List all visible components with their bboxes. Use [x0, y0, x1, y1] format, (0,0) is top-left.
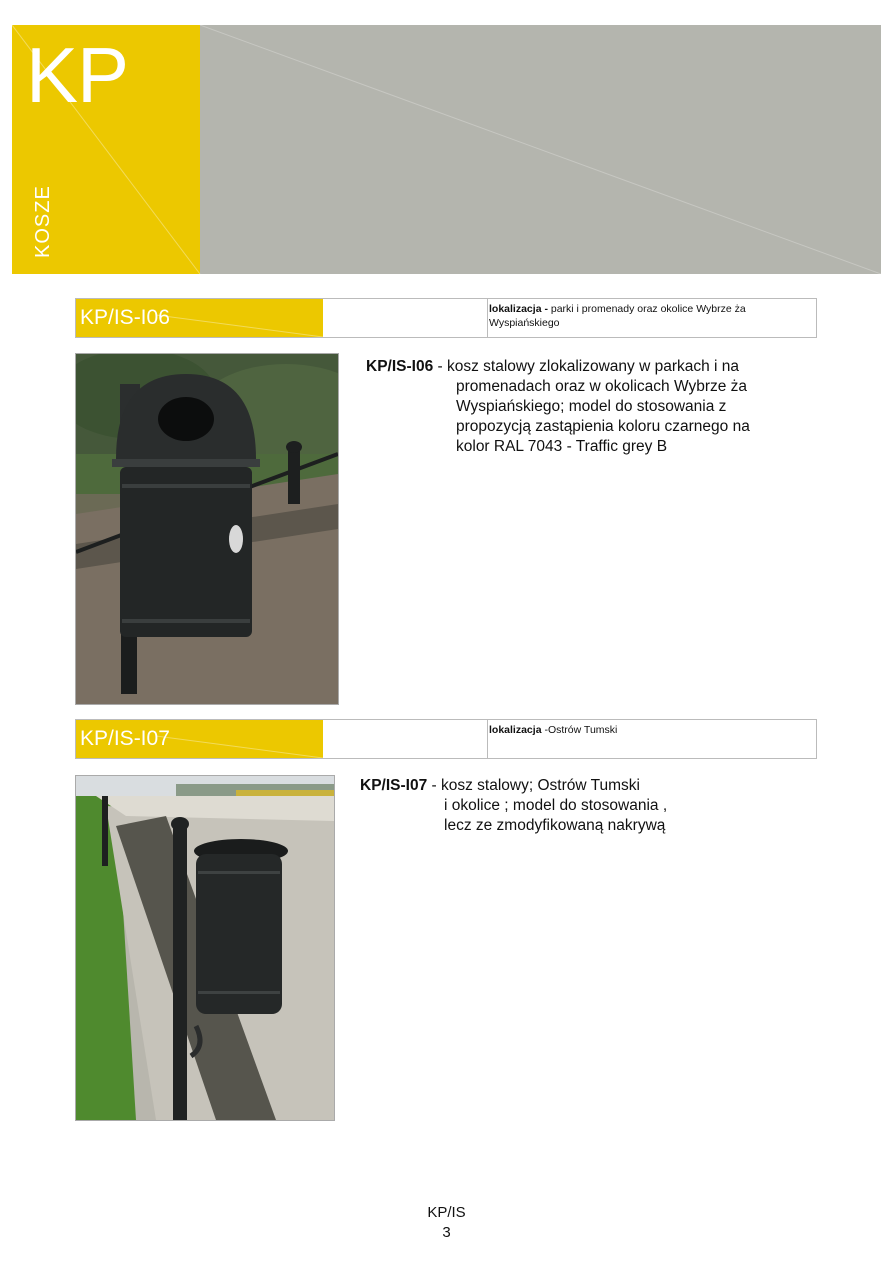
- desc-line: kolor RAL 7043 - Traffic grey B: [456, 438, 668, 455]
- header-diagonal-lines: [12, 25, 881, 274]
- location-text: parki i promenady oraz okolice Wybrze ża Wyspiańskiego: [489, 303, 746, 329]
- bin-photo: [75, 353, 339, 705]
- desc-line: promenadach oraz w okolicach Wybrze ża: [456, 378, 748, 395]
- empty-cell: [323, 720, 488, 758]
- item-code: KP/IS-I06: [80, 306, 170, 329]
- bin-photo-illustration: [76, 354, 338, 704]
- item-description: [360, 776, 667, 836]
- desc-line: i okolice ; model do stosowania ,: [444, 797, 668, 814]
- item-header-row: [75, 719, 817, 759]
- item-description: [366, 357, 750, 457]
- desc-code: KP/IS-I07: [360, 777, 428, 794]
- desc-line: - kosz stalowy zlokalizowany w parkach i na: [437, 358, 740, 375]
- section-title: KOSZE: [32, 185, 54, 258]
- item-code: KP/IS-I07: [80, 727, 170, 750]
- item-code-cell: [76, 720, 323, 758]
- desc-line: - kosz stalowy; Ostrów Tumski: [431, 777, 640, 794]
- bin-photo: [75, 775, 335, 1121]
- empty-cell: [323, 299, 488, 337]
- footer-code: KP/IS: [427, 1204, 466, 1221]
- location-cell: [489, 302, 809, 330]
- section-code: KP: [26, 31, 129, 119]
- location-label: lokalizacja: [489, 724, 542, 736]
- desc-line: Wyspiańskiego; model do stosowania z: [456, 398, 727, 415]
- desc-line: propozycją zastąpienia koloru czarnego na: [456, 418, 750, 435]
- desc-code: KP/IS-I06: [366, 358, 434, 375]
- desc-line: lecz ze zmodyfikowaną nakrywą: [444, 817, 666, 834]
- page-number: 3: [442, 1224, 451, 1241]
- bin-photo-illustration: [76, 776, 334, 1120]
- item-code-cell: [76, 299, 323, 337]
- location-cell: [489, 723, 809, 737]
- item-header-row: [75, 298, 817, 338]
- location-text: -Ostrów Tumski: [541, 724, 618, 736]
- location-label: lokalizacja -: [489, 303, 551, 315]
